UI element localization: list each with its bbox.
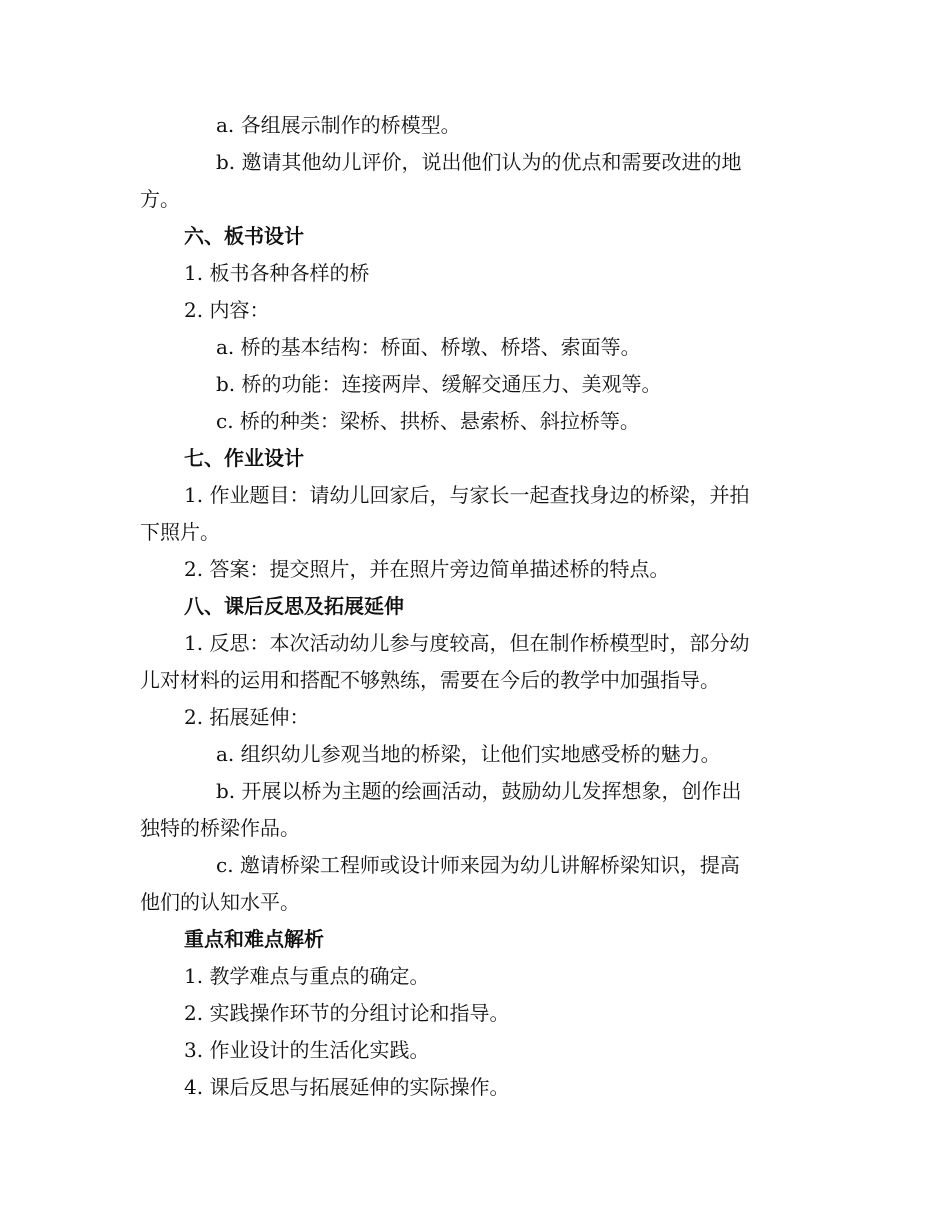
list-item: b. 邀请其他幼儿评价，说出他们认为的优点和需要改进的地 [216,150,742,174]
list-item: 3. 作业设计的生活化实践。 [184,1038,430,1062]
list-item-continuation: 他们的认知水平。 [140,890,300,914]
section-heading: 八、课后反思及拓展延伸 [184,594,404,618]
list-item: 2. 答案：提交照片，并在照片旁边简单描述桥的特点。 [184,557,670,581]
list-item-continuation: 独特的桥梁作品。 [140,816,300,840]
section-heading: 重点和难点解析 [184,927,324,951]
list-item: 1. 教学难点与重点的确定。 [184,964,430,988]
list-item: 4. 课后反思与拓展延伸的实际操作。 [184,1075,510,1099]
list-item-continuation: 下照片。 [140,520,220,544]
list-item: 2. 内容： [184,298,270,322]
document-body [140,107,808,1106]
list-item: c. 桥的种类：梁桥、拱桥、悬索桥、斜拉桥等。 [216,409,640,433]
section-heading: 七、作业设计 [184,446,304,470]
list-item: 1. 反思：本次活动幼儿参与度较高，但在制作桥模型时，部分幼 [184,631,750,655]
list-item: c. 邀请桥梁工程师或设计师来园为幼儿讲解桥梁知识，提高 [216,853,740,877]
list-item: 1. 板书各种各样的桥 [184,261,370,285]
list-item: 1. 作业题目：请幼儿回家后，与家长一起查找身边的桥梁，并拍 [184,483,750,507]
list-item: b. 桥的功能：连接两岸、缓解交通压力、美观等。 [216,372,662,396]
list-item: a. 组织幼儿参观当地的桥梁，让他们实地感受桥的魅力。 [216,742,721,766]
list-item: a. 桥的基本结构：桥面、桥墩、桥塔、索面等。 [216,335,641,359]
list-item: a. 各组展示制作的桥模型。 [216,113,461,137]
list-item-continuation: 方。 [140,187,180,211]
list-item-continuation: 儿对材料的运用和搭配不够熟练，需要在今后的教学中加强指导。 [140,668,720,692]
list-item: 2. 实践操作环节的分组讨论和指导。 [184,1001,510,1025]
section-heading: 六、板书设计 [184,224,304,248]
list-item: b. 开展以桥为主题的绘画活动，鼓励幼儿发挥想象，创作出 [216,779,742,803]
list-item: 2. 拓展延伸： [184,705,310,729]
